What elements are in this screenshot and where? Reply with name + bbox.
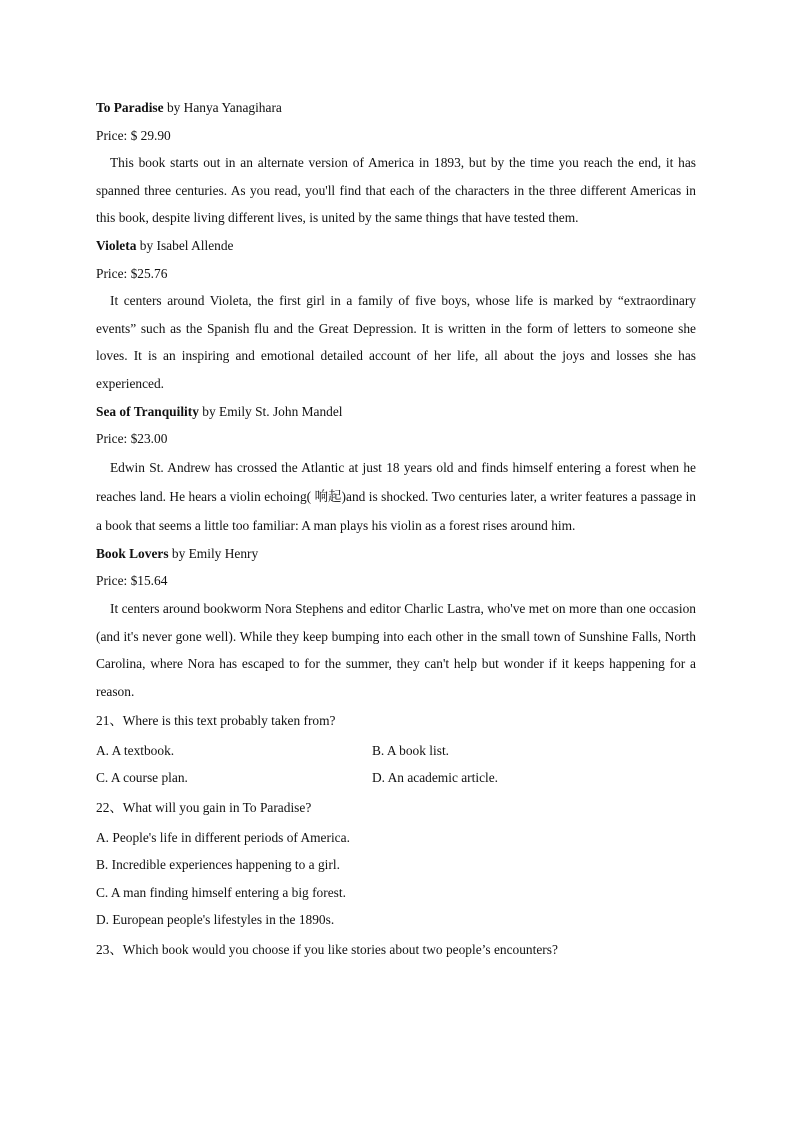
book-description: Edwin St. Andrew has crossed the Atlantic at just 18 years old and finds himself entering a forest when he reaches land. He hears a violin echoing( 响起)and is shocked. Two centuries later, a writer features a passage in a book that seems a little too familiar: A man plays his violin as a forest rises around him.	[96, 459, 696, 533]
book-author: by Isabel Allende	[136, 237, 234, 253]
question-stem: 21、Where is this text probably taken from?	[96, 713, 336, 729]
book-description: It centers around bookworm Nora Stephens and editor Charlic Lastra, who've met on more than one occasion (and it's never gone well). While they keep bumping into each other in the small town of Sunshine Falls, North Carolina, where Nora has escaped to for the summer, they can't help but wonder if it keeps happening for a reason.	[96, 600, 696, 699]
option-c: C. A course plan.	[96, 770, 188, 786]
book-title: To Paradise	[96, 100, 164, 115]
book-entry	[96, 540, 696, 706]
book-author: by Emily Henry	[168, 545, 259, 561]
book-price: Price: $ 29.90	[96, 127, 171, 143]
question-21	[96, 707, 696, 792]
question-stem: 22、What will you gain in To Paradise?	[96, 800, 312, 816]
book-title: Sea of Tranquility	[96, 403, 199, 419]
option-b: B. A book list.	[372, 742, 450, 758]
option-d: D. European people's lifestyles in the 1890s.	[96, 912, 335, 928]
book-title-line	[96, 94, 696, 122]
option-a: A. People's life in different periods of America.	[96, 829, 350, 845]
question-23	[96, 936, 696, 964]
option-c: C. A man finding himself entering a big forest.	[96, 884, 346, 900]
option-d: D. An academic article.	[372, 770, 499, 786]
question-stem: 23、Which book would you choose if you like stories about two people’s encounters?	[96, 942, 558, 958]
book-price: Price: $23.00	[96, 431, 168, 447]
book-entry	[96, 398, 696, 540]
option-a: A. A textbook.	[96, 742, 175, 758]
book-entry	[96, 94, 696, 232]
book-author: by Emily St. John Mandel	[198, 403, 343, 419]
book-description: This book starts out in an alternate version of America in 1893, but by the time you reach the end, it has spanned three centuries. As you read, you'll find that each of the characters in the three different Americas in this book, despite living different lives, is united by the same things that have tested them.	[96, 155, 696, 226]
option-list	[96, 737, 696, 792]
book-price: Price: $25.76	[96, 265, 168, 281]
document-page	[96, 94, 696, 964]
book-title: Violeta	[96, 237, 137, 253]
book-title: Book Lovers	[96, 545, 169, 561]
question-22	[96, 794, 696, 934]
option-b: B. Incredible experiences happening to a girl.	[96, 857, 340, 873]
book-title-line	[96, 540, 696, 568]
book-author: by Hanya Yanagihara	[163, 100, 282, 115]
book-title-line	[96, 398, 696, 426]
book-title-line	[96, 232, 696, 260]
book-price: Price: $15.64	[96, 573, 168, 589]
book-description: It centers around Violeta, the first girl in a family of five boys, whose life is marked by “extraordinary events” such as the Spanish flu and the Great Depression. It is written in the form of letters to someone she loves. It is an inspiring and emotional detailed account of her life, all about the joys and losses she has experienced.	[96, 293, 696, 391]
book-entry	[96, 232, 696, 398]
